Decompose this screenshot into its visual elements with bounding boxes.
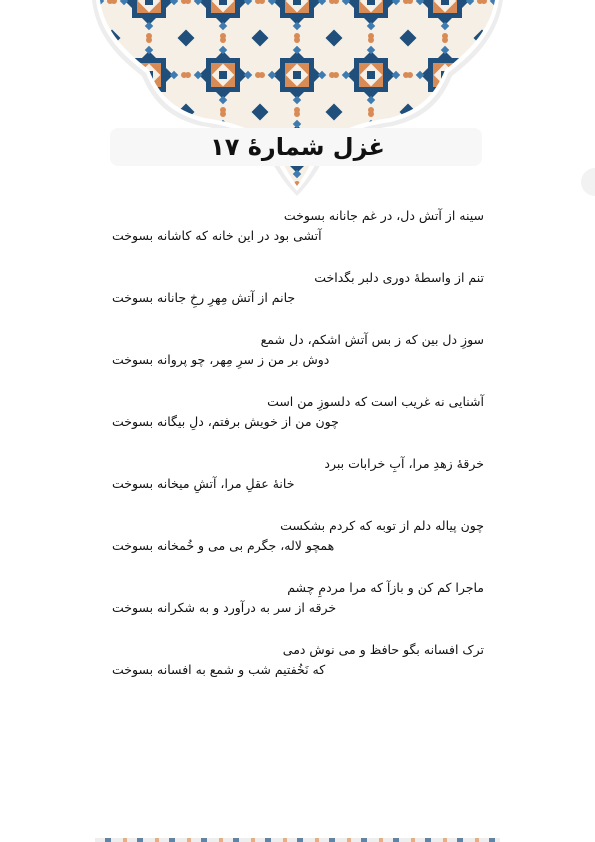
first-hemistich: سینه از آتش دل، در غم جانانه بسوخت	[283, 208, 484, 223]
bottom-ornament-strip	[95, 838, 500, 842]
first-hemistich: چون پیاله دلم از توبه که کردم بشکست	[280, 518, 484, 533]
second-hemistich: جانم از آتش مِهرِ رخِ جانانه بسوخت	[112, 290, 296, 305]
couplet	[112, 516, 484, 578]
first-hemistich: خرقۀ زهدِ مرا، آبِ خرابات ببرد	[324, 456, 484, 471]
couplet	[112, 640, 484, 702]
second-hemistich: همچو لاله، جگرم بی می و خُمخانه بسوخت	[112, 538, 335, 553]
second-hemistich: دوش بر من ز سرِ مِهر، چو پروانه بسوخت	[112, 352, 330, 367]
couplet	[112, 330, 484, 392]
poem	[112, 206, 484, 702]
second-hemistich: آتشی بود در این خانه که کاشانه بسوخت	[112, 228, 322, 243]
second-hemistich: خرقه از سر به درآورد و به شکرانه بسوخت	[112, 600, 337, 615]
first-hemistich: تنم از واسطۀ دوری دلبر بگداخت	[314, 270, 484, 285]
second-hemistich: چون من از خویش برفتم، دلِ بیگانه بسوخت	[112, 414, 339, 429]
couplet	[112, 454, 484, 516]
couplet	[112, 268, 484, 330]
page-title: غزل شمارۀ ۱۷	[210, 133, 385, 161]
first-hemistich: ترک افسانه بگو حافظ و می نوش دمی	[282, 642, 484, 657]
first-hemistich: سوزِ دل بین که ز بس آتش اشکم، دل شمع	[260, 332, 484, 347]
second-hemistich: خانۀ عقلِ مرا، آتشِ میخانه بسوخت	[112, 476, 295, 491]
first-hemistich: آشنایی نه غریب است که دلسوزِ من است	[267, 394, 484, 409]
couplet	[112, 206, 484, 268]
persian-tile-pattern-icon	[0, 0, 595, 200]
couplet	[112, 392, 484, 454]
second-hemistich: که نَخُفتیم شب و شمع به افسانه بسوخت	[112, 662, 326, 677]
couplet	[112, 578, 484, 640]
first-hemistich: ماجرا کم کن و بازآ که مرا مردمِ چشم	[287, 580, 484, 595]
